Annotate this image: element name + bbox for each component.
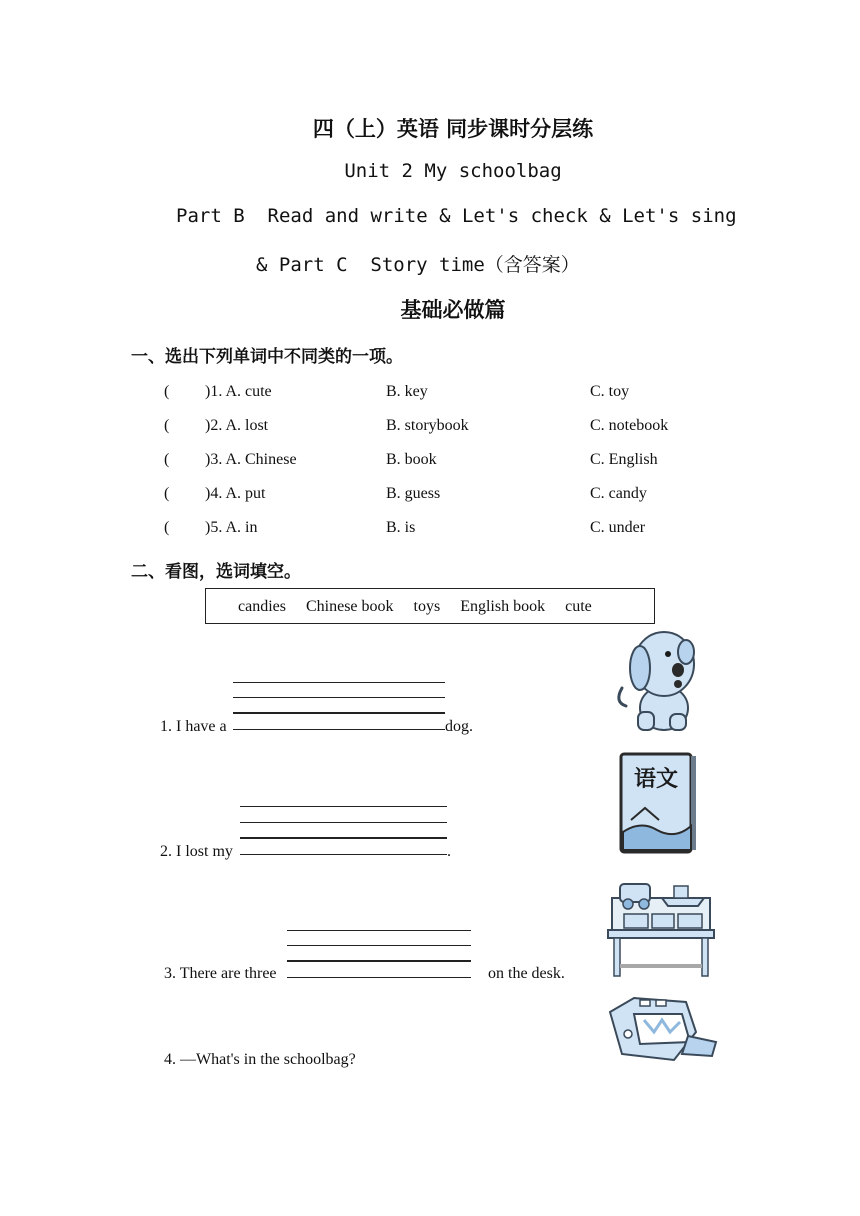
writing-line (233, 682, 445, 683)
option-b: B. guess (386, 485, 441, 502)
option-a: )1. A. cute (205, 383, 272, 400)
word-bank (205, 588, 655, 624)
part-line-2: & Part C Story time（含答案） (256, 254, 580, 276)
option-b: B. storybook (386, 417, 469, 434)
answer-blank-1[interactable] (233, 729, 445, 730)
level-title: 基础必做篇 (400, 298, 506, 322)
word-bank-item: candies (238, 598, 286, 615)
writing-line (240, 806, 447, 807)
section1-heading: 一、选出下列单词中不同类的一项。 (131, 347, 403, 367)
option-c: C. candy (590, 485, 647, 502)
word-bank-item: toys (413, 598, 441, 615)
book-cover-title: 语文 (633, 767, 679, 792)
page-title: 四（上）英语 同步课时分层练 (312, 117, 594, 141)
paren-open: ( (164, 451, 170, 468)
paren-open: ( (164, 519, 170, 536)
paren-open: ( (164, 485, 170, 502)
dog-illustration (612, 622, 702, 734)
question-2-prefix: 2. I lost my (160, 843, 233, 860)
writing-line (287, 960, 471, 962)
unit-title: Unit 2 My schoolbag (344, 160, 562, 182)
option-a: )5. A. in (205, 519, 258, 536)
option-a: )2. A. lost (205, 417, 269, 434)
word-bank-item: cute (565, 598, 592, 615)
option-c: C. English (590, 451, 658, 468)
question-3-suffix: on the desk. (488, 965, 565, 982)
schoolbag-illustration (604, 992, 722, 1066)
answer-blank-3[interactable] (287, 977, 471, 978)
option-b: B. book (386, 451, 437, 468)
question-4: 4. —What's in the schoolbag? (164, 1051, 356, 1068)
writing-line (240, 837, 447, 839)
question-2-suffix: . (447, 843, 451, 860)
writing-line (240, 822, 447, 823)
option-a: )3. A. Chinese (205, 451, 297, 468)
option-b: B. is (386, 519, 416, 536)
part-line-1: Part B Read and write & Let's check & Let's sing (176, 205, 737, 227)
word-bank-item: English book (460, 598, 546, 615)
option-b: B. key (386, 383, 428, 400)
word-bank-item: Chinese book (305, 598, 394, 615)
section2-heading: 二、看图，选词填空。 (131, 562, 301, 582)
question-1-prefix: 1. I have a (160, 718, 227, 735)
writing-line (287, 945, 471, 946)
paren-open: ( (164, 417, 170, 434)
option-a: )4. A. put (205, 485, 266, 502)
chinese-book-illustration (617, 750, 699, 856)
writing-line (233, 697, 445, 698)
question-3-prefix: 3. There are three (164, 965, 277, 982)
writing-line (287, 930, 471, 931)
paren-open: ( (164, 383, 170, 400)
writing-line (233, 712, 445, 714)
option-c: C. toy (590, 383, 630, 400)
toys-desk-illustration (606, 876, 716, 978)
option-c: C. under (590, 519, 646, 536)
question-1-suffix: dog. (445, 718, 473, 735)
answer-blank-2[interactable] (240, 854, 447, 855)
option-c: C. notebook (590, 417, 669, 434)
